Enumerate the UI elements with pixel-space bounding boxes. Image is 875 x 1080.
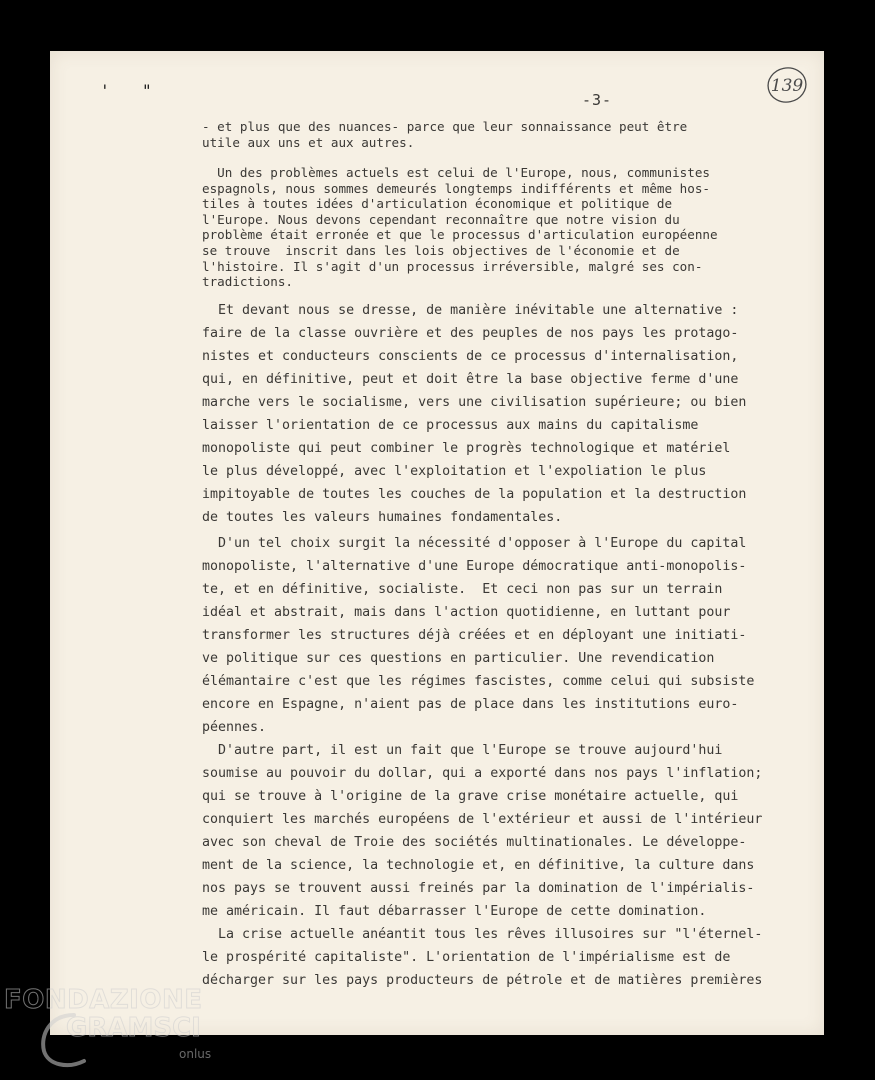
text-line: le plus développé, avec l'exploitation et l'expoliation le plus (202, 464, 707, 479)
page-number: -3- (582, 91, 613, 109)
folio-stamp-icon (765, 65, 809, 105)
text-line: monopoliste qui peut combiner le progrès technologique et matériel (202, 441, 731, 456)
text-line: élémantaire c'est que les régimes fascistes, comme celui qui subsiste (202, 674, 755, 689)
paragraph-dollar (202, 739, 802, 923)
text-line: ve politique sur ces questions en particulier. Une revendication (202, 651, 715, 666)
text-line: te, et en définitive, socialiste. Et ceci non pas sur un terrain (202, 582, 723, 597)
text-line: ment de la science, la technologie et, en définitive, la culture dans (202, 858, 755, 873)
text-line: l'Europe. Nous devons cependant reconnaître que notre vision du (202, 211, 680, 227)
text-line: qui se trouve à l'origine de la grave crise monétaire actuelle, qui (202, 789, 739, 804)
text-line: encore en Espagne, n'aient pas de place dans les institutions euro- (202, 697, 739, 712)
watermark-line2: GRAMSCI (66, 1013, 201, 1043)
text-line: nos pays se trouvent aussi freinés par la domination de l'impérialis- (202, 881, 755, 896)
text-line: idéal et abstrait, mais dans l'action quotidienne, en luttant pour (202, 605, 731, 620)
document-page (50, 51, 824, 1035)
text-line: de toutes les valeurs humaines fondamentales. (202, 510, 563, 525)
text-line: avec son cheval de Troie des sociétés multinationales. Le développe- (202, 835, 747, 850)
punch-mark-left: ' (100, 81, 110, 100)
text-line: tiles à toutes idées d'articulation économique et politique de (202, 196, 673, 212)
text-line: monopoliste, l'alternative d'une Europe démocratique anti-monopolis- (202, 559, 747, 574)
fondazione-gramsci-watermark (4, 985, 234, 1075)
text-line: me américain. Il faut débarrasser l'Europe de cette domination. (202, 904, 707, 919)
text-line: l'histoire. Il s'agit d'un processus irréversible, malgré ses con- (202, 258, 703, 274)
text-line: - et plus que des nuances- parce que leur sonnaissance peut être (202, 119, 688, 134)
text-line: faire de la classe ouvrière et des peuples de nos pays les protago- (202, 326, 739, 341)
paragraph-europe-problem (202, 165, 802, 290)
paragraph-intro (202, 119, 802, 150)
paragraph-alternative (202, 299, 802, 529)
text-line: qui, en définitive, peut et doit être la base objective ferme d'une (202, 372, 739, 387)
text-line: tradictions. (202, 274, 293, 290)
punch-mark-right: " (142, 81, 152, 100)
text-line: impitoyable de toutes les couches de la population et la destruction (202, 487, 747, 502)
text-line: D'un tel choix surgit la nécessité d'opposer à l'Europe du capital (202, 536, 747, 551)
text-line: marche vers le socialisme, vers une civilisation supérieure; ou bien (202, 395, 747, 410)
paragraph-democratic-europe (202, 532, 802, 739)
text-line: La crise actuelle anéantit tous les rêves illusoires sur "l'éternel- (202, 927, 763, 942)
text-line: décharger sur les pays producteurs de pétrole et de matières premières (202, 973, 763, 988)
text-line: laisser l'orientation de ce processus aux mains du capitalisme (202, 418, 699, 433)
text-line: utile aux uns et aux autres. (202, 134, 415, 150)
text-line: le prospérité capitaliste". L'orientation de l'impérialisme est de (202, 950, 731, 965)
text-line: D'autre part, il est un fait que l'Europe se trouve aujourd'hui (202, 743, 723, 758)
folio-number-text: 139 (770, 76, 804, 96)
handwritten-folio-number (765, 65, 809, 105)
text-line: soumise au pouvoir du dollar, qui a exporté dans nos pays l'inflation; (202, 766, 763, 781)
text-line: espagnols, nous sommes demeurés longtemps indifférents et même hos- (202, 180, 710, 196)
text-line: conquiert les marchés européens de l'extérieur et aussi de l'intérieur (202, 812, 763, 827)
text-line: problème était erronée et que le processus d'articulation européenne (202, 227, 718, 243)
text-line: Un des problèmes actuels est celui de l'Europe, nous, communistes (202, 165, 710, 180)
text-line: nistes et conducteurs conscients de ce processus d'internalisation, (202, 349, 739, 364)
watermark-line1: FONDAZIONE (4, 985, 203, 1015)
text-line: se trouve inscrit dans les lois objectives de l'économie et de (202, 242, 680, 258)
paragraph-crisis (202, 923, 802, 992)
watermark-suffix: onlus (179, 1047, 212, 1061)
text-line: Et devant nous se dresse, de manière inévitable une alternative : (202, 303, 739, 318)
text-line: transformer les structures déjà créées et en déployant une initiati- (202, 628, 747, 643)
text-line: péennes. (202, 720, 267, 735)
